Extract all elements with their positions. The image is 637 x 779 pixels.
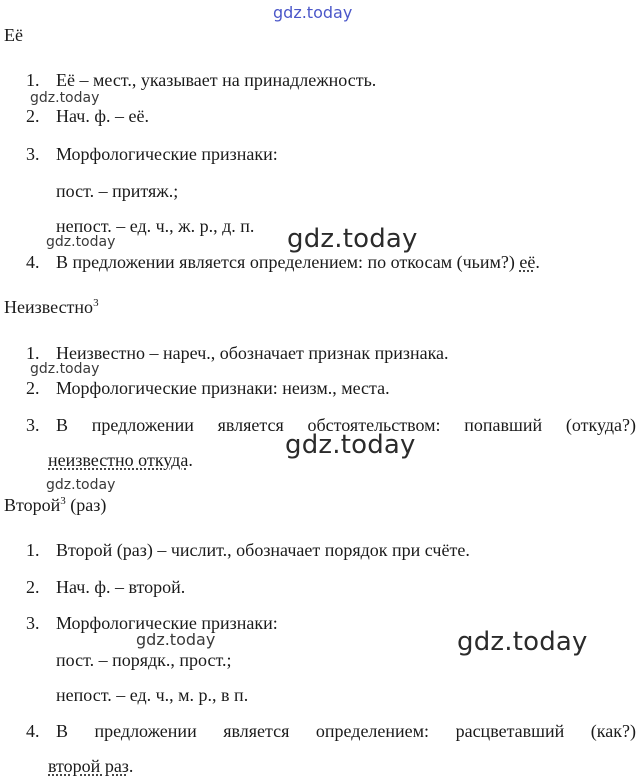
list-number: 4.: [26, 721, 40, 741]
list-number: 2.: [26, 378, 40, 398]
list-number: 3.: [26, 613, 40, 633]
list-number: 3.: [26, 144, 40, 164]
watermark: gdz.today: [285, 430, 416, 460]
list-number: 2.: [26, 106, 40, 126]
item-text-underlined: неизвестно откуда: [48, 450, 189, 470]
item-text-end: .: [535, 252, 540, 272]
sub-line: непост. – ед. ч., ж. р., д. п.: [56, 216, 255, 236]
watermark: gdz.today: [287, 224, 418, 254]
list-item-text: [56, 251, 540, 273]
watermark: gdz.today: [457, 627, 588, 657]
item-text-main: В предложении является определением: по откосам (чьим?): [56, 252, 520, 272]
list-item-text: Неизвестно – нареч., обозначает признак признака.: [56, 343, 449, 363]
list-number: 1.: [26, 343, 40, 363]
heading-sup: 3: [60, 495, 66, 507]
heading-tail: (раз): [65, 495, 107, 515]
list-item-continuation: [48, 449, 193, 471]
list-item-text: В предложении является обстоятельством: попавший (откуда?): [56, 415, 636, 435]
list-number: 3.: [26, 415, 40, 435]
item-text-end: .: [128, 756, 134, 776]
list-item-text: Морфологические признаки:: [56, 613, 278, 633]
section-heading-vtoroy: [4, 494, 106, 516]
sub-line: непост. – ед. ч., м. р., в п.: [56, 685, 249, 705]
sub-line: пост. – порядк., прост.;: [56, 650, 232, 670]
section-heading-ee: Её: [4, 25, 23, 45]
watermark: gdz.today: [30, 361, 100, 377]
watermark: gdz.today: [46, 477, 116, 493]
watermark: gdz.today: [136, 630, 216, 649]
heading-text: Второй: [4, 495, 61, 515]
heading-text: Неизвестно: [4, 297, 94, 317]
list-number: 1.: [26, 540, 40, 560]
list-number: 4.: [26, 252, 40, 272]
list-item-text: Нач. ф. – второй.: [56, 577, 186, 597]
watermark-top: gdz.today: [273, 3, 353, 22]
section-heading-neizvestno: [4, 296, 99, 318]
list-item-text: Нач. ф. – её.: [56, 106, 149, 126]
list-item-text: Второй (раз) – числит., обозначает порядок при счёте.: [56, 540, 470, 560]
list-item-text: В предложении является определением: расцветавший (как?): [56, 721, 636, 741]
watermark: gdz.today: [30, 90, 100, 106]
heading-sup: 3: [93, 297, 99, 309]
list-item-continuation: [48, 755, 133, 777]
item-text-underlined: её: [519, 252, 536, 272]
sub-line: пост. – притяж.;: [56, 181, 179, 201]
item-text-end: .: [188, 450, 193, 470]
list-item-text: Морфологические признаки:: [56, 144, 278, 164]
watermark: gdz.today: [46, 234, 116, 250]
item-text-underlined: второй раз: [48, 756, 129, 776]
list-item-text: Морфологические признаки: неизм., места.: [56, 378, 390, 398]
list-item-text: Её – мест., указывает на принадлежность.: [56, 70, 377, 90]
list-number: 1.: [26, 70, 40, 90]
list-number: 2.: [26, 577, 40, 597]
